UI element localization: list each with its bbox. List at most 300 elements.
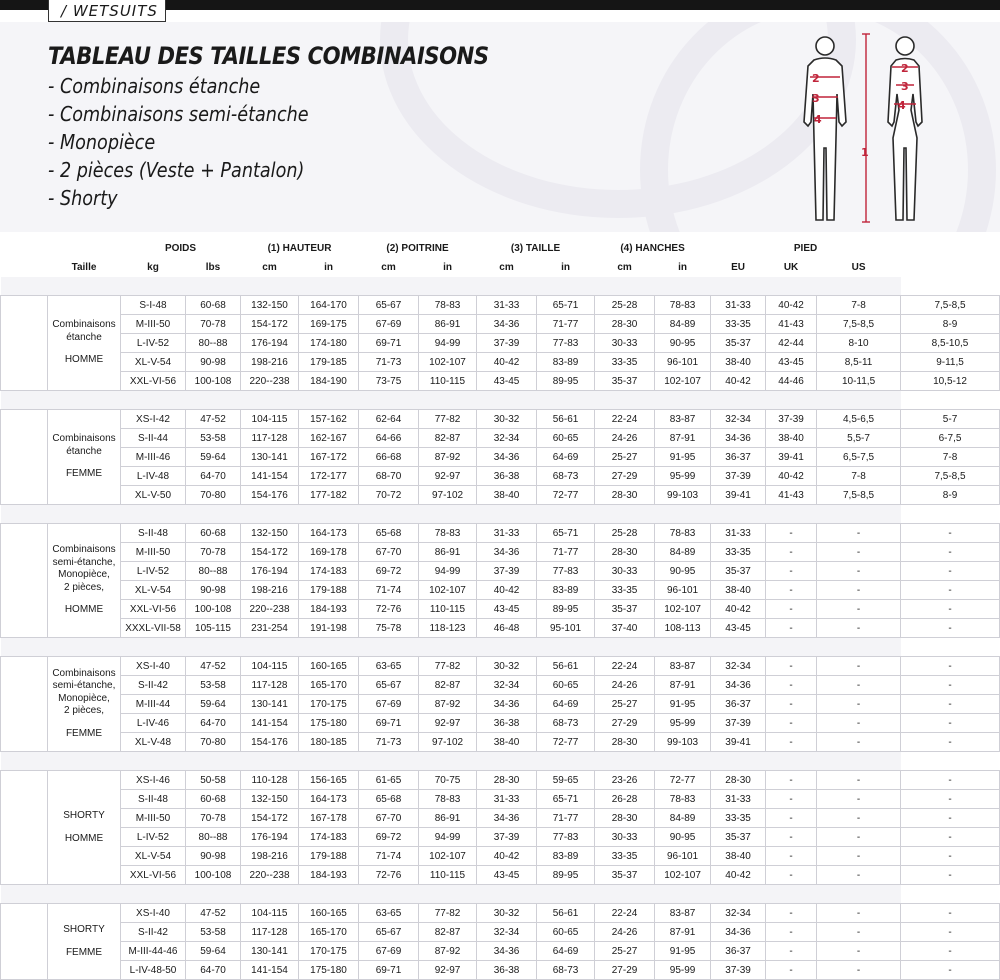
table-cell: - <box>901 771 1000 790</box>
table-cell: 56-61 <box>537 904 595 923</box>
table-cell: - <box>766 790 817 809</box>
table-cell: 34-36 <box>477 942 537 961</box>
size-code-cell: S-II-42 <box>121 676 186 695</box>
table-cell: 37-39 <box>766 410 817 429</box>
table-cell: 184-193 <box>299 866 359 885</box>
table-cell: - <box>901 904 1000 923</box>
table-row <box>1 619 1000 638</box>
table-cell: 110-128 <box>241 771 299 790</box>
table-cell: 97-102 <box>419 733 477 752</box>
table-cell: - <box>901 847 1000 866</box>
table-cell: - <box>766 657 817 676</box>
table-cell: 90-98 <box>186 353 241 372</box>
unit-header: lbs <box>205 262 221 273</box>
table-cell: 53-58 <box>186 429 241 448</box>
table-cell: - <box>817 619 901 638</box>
section-label-line <box>48 594 120 604</box>
table-cell: 78-83 <box>655 296 711 315</box>
table-row <box>1 296 1000 315</box>
row-spacer-cell <box>1 410 48 505</box>
figure-label: 2 <box>901 62 909 75</box>
table-cell: 31-33 <box>711 790 766 809</box>
table-cell: 34-36 <box>477 695 537 714</box>
table-cell: 71-77 <box>537 543 595 562</box>
table-cell: 46-48 <box>477 619 537 638</box>
table-cell: 69-71 <box>359 961 419 980</box>
table-cell: 110-115 <box>419 600 477 619</box>
table-cell: - <box>901 923 1000 942</box>
table-cell: 41-43 <box>766 486 817 505</box>
table-cell: 84-89 <box>655 315 711 334</box>
table-cell: 154-176 <box>241 733 299 752</box>
table-cell: 77-82 <box>419 657 477 676</box>
table-cell: 84-89 <box>655 809 711 828</box>
size-code-cell: XXL-VI-56 <box>121 866 186 885</box>
table-cell: 40-42 <box>477 847 537 866</box>
section-label-line: FEMME <box>65 946 103 958</box>
size-code-cell: L-IV-52 <box>121 828 186 847</box>
group-header-hauteur: (1) HAUTEUR <box>267 242 332 254</box>
table-cell: 7-8 <box>817 296 901 315</box>
table-cell: 70-75 <box>419 771 477 790</box>
table-cell: 71-74 <box>359 581 419 600</box>
table-cell: 80--88 <box>186 334 241 353</box>
unit-header: cm <box>617 262 632 273</box>
table-cell: 63-65 <box>359 904 419 923</box>
size-code-cell: XXXL-VII-58 <box>121 619 186 638</box>
table-row <box>1 353 1000 372</box>
table-cell: 60-68 <box>186 296 241 315</box>
table-cell: 8-10 <box>817 334 901 353</box>
table-cell: 160-165 <box>299 657 359 676</box>
table-row <box>1 847 1000 866</box>
table-row <box>1 657 1000 676</box>
table-cell: 30-33 <box>595 562 655 581</box>
table-cell: 78-83 <box>419 524 477 543</box>
group-header-poids: POIDS <box>164 242 197 254</box>
table-row <box>1 733 1000 752</box>
table-cell: 87-92 <box>419 448 477 467</box>
table-cell: 108-113 <box>655 619 711 638</box>
table-cell: 179-185 <box>299 353 359 372</box>
table-cell: 94-99 <box>419 562 477 581</box>
table-cell: - <box>901 657 1000 676</box>
table-cell: 220--238 <box>241 866 299 885</box>
table-cell: 164-170 <box>299 296 359 315</box>
table-cell: - <box>766 581 817 600</box>
table-cell: 60-65 <box>537 429 595 448</box>
table-cell: 4,5-6,5 <box>817 410 901 429</box>
table-cell: 164-173 <box>299 790 359 809</box>
unit-header: in <box>324 262 333 273</box>
table-cell: 86-91 <box>419 543 477 562</box>
table-cell: 35-37 <box>711 828 766 847</box>
table-cell: - <box>766 847 817 866</box>
table-cell: 92-97 <box>419 961 477 980</box>
breadcrumb[interactable]: / WETSUITS <box>48 0 166 22</box>
table-cell: 87-92 <box>419 695 477 714</box>
table-cell: 160-165 <box>299 904 359 923</box>
table-cell: 130-141 <box>241 695 299 714</box>
table-cell: 91-95 <box>655 942 711 961</box>
subtitle-line: - Combinaisons semi-étanche <box>48 102 309 126</box>
table-cell: 95-99 <box>655 714 711 733</box>
table-cell: 117-128 <box>241 923 299 942</box>
figure-label: 2 <box>812 72 820 85</box>
table-cell: 6,5-7,5 <box>817 448 901 467</box>
size-code-cell: M-III-44 <box>121 695 186 714</box>
section-label <box>48 296 121 391</box>
size-code-cell: S-I-48 <box>121 296 186 315</box>
table-cell: 104-115 <box>241 410 299 429</box>
table-cell: 26-28 <box>595 790 655 809</box>
table-cell: 35-37 <box>595 600 655 619</box>
table-cell: 34-36 <box>477 543 537 562</box>
table-cell: 71-73 <box>359 733 419 752</box>
unit-header: in <box>443 262 452 273</box>
table-cell: 94-99 <box>419 828 477 847</box>
table-cell: 34-36 <box>477 448 537 467</box>
table-cell: 70-78 <box>186 315 241 334</box>
table-cell: 43-45 <box>477 600 537 619</box>
size-code-cell: S-II-48 <box>121 790 186 809</box>
table-cell: 40-42 <box>711 372 766 391</box>
table-cell: - <box>901 866 1000 885</box>
table-cell: - <box>901 676 1000 695</box>
subtitle-line: - 2 pièces (Veste + Pantalon) <box>48 158 305 182</box>
table-cell: - <box>817 676 901 695</box>
table-cell: - <box>766 771 817 790</box>
table-cell: 90-98 <box>186 581 241 600</box>
table-cell: 70-78 <box>186 543 241 562</box>
size-code-cell: L-IV-48-50 <box>121 961 186 980</box>
table-cell: 60-65 <box>537 923 595 942</box>
table-cell: 8-9 <box>901 315 1000 334</box>
table-cell: 130-141 <box>241 942 299 961</box>
table-cell: 28-30 <box>711 771 766 790</box>
table-cell: 102-107 <box>419 581 477 600</box>
table-cell: 117-128 <box>241 429 299 448</box>
table-cell: - <box>817 657 901 676</box>
table-row <box>1 334 1000 353</box>
table-cell: - <box>766 961 817 980</box>
table-cell: 77-82 <box>419 904 477 923</box>
table-cell: 42-44 <box>766 334 817 353</box>
table-cell: 102-107 <box>655 372 711 391</box>
section-label-line: semi-étanche, <box>52 680 116 692</box>
table-cell: - <box>901 961 1000 980</box>
table-cell: 40-42 <box>766 296 817 315</box>
table-cell: 90-95 <box>655 828 711 847</box>
table-cell: 40-42 <box>766 467 817 486</box>
table-row <box>1 524 1000 543</box>
unit-header: in <box>561 262 570 273</box>
table-cell: 100-108 <box>186 600 241 619</box>
table-cell: 105-115 <box>186 619 241 638</box>
table-cell: - <box>766 733 817 752</box>
section-label <box>48 524 121 638</box>
table-cell: 38-40 <box>477 486 537 505</box>
table-cell: 10,5-12 <box>901 372 1000 391</box>
table-cell: 184-193 <box>299 600 359 619</box>
table-cell: 60-68 <box>186 790 241 809</box>
table-cell: 38-40 <box>711 353 766 372</box>
size-chart-body <box>1 277 1000 980</box>
section-label-line: Combinaisons <box>52 319 116 331</box>
size-code-cell: M-III-46 <box>121 448 186 467</box>
table-cell: 36-38 <box>477 467 537 486</box>
table-cell: 64-66 <box>359 429 419 448</box>
table-row <box>1 486 1000 505</box>
table-cell: 32-34 <box>711 904 766 923</box>
table-cell: 78-83 <box>655 790 711 809</box>
table-cell: 117-128 <box>241 676 299 695</box>
table-cell: 47-52 <box>186 657 241 676</box>
table-cell: 40-42 <box>711 866 766 885</box>
unit-header: Taille <box>71 262 97 273</box>
section-label-line: SHORTY <box>63 924 105 935</box>
table-cell: 96-101 <box>655 353 711 372</box>
group-header-hanches: (4) HANCHES <box>620 242 685 254</box>
table-row <box>1 790 1000 809</box>
table-cell: 33-35 <box>595 581 655 600</box>
table-cell: 59-64 <box>186 448 241 467</box>
unit-header: cm <box>262 262 277 273</box>
section-spacer <box>1 277 1000 296</box>
table-cell: 28-30 <box>595 543 655 562</box>
table-row <box>1 695 1000 714</box>
table-cell: - <box>766 714 817 733</box>
table-cell: 175-180 <box>299 714 359 733</box>
table-cell: 38-40 <box>477 733 537 752</box>
table-cell: 169-175 <box>299 315 359 334</box>
table-cell: 73-75 <box>359 372 419 391</box>
table-cell: 165-170 <box>299 676 359 695</box>
table-cell: 132-150 <box>241 296 299 315</box>
table-cell: 65-68 <box>359 524 419 543</box>
unit-header: EU <box>731 262 746 273</box>
section-label <box>48 410 121 505</box>
table-cell: 64-69 <box>537 695 595 714</box>
size-code-cell: M-III-50 <box>121 543 186 562</box>
size-code-cell: XXL-VI-56 <box>121 600 186 619</box>
table-cell: 31-33 <box>711 296 766 315</box>
table-cell: 34-36 <box>711 676 766 695</box>
table-cell: 102-107 <box>655 866 711 885</box>
section-label-line: HOMME <box>64 354 104 366</box>
table-cell: 34-36 <box>711 429 766 448</box>
table-row <box>1 562 1000 581</box>
table-cell: 36-37 <box>711 695 766 714</box>
table-cell: 118-123 <box>419 619 477 638</box>
table-cell: 68-70 <box>359 467 419 486</box>
table-cell: - <box>817 771 901 790</box>
table-cell: 67-69 <box>359 942 419 961</box>
table-cell: 53-58 <box>186 676 241 695</box>
table-cell: - <box>766 543 817 562</box>
table-cell: 162-167 <box>299 429 359 448</box>
table-cell: 72-77 <box>655 771 711 790</box>
table-cell: 30-32 <box>477 657 537 676</box>
table-cell: 67-69 <box>359 695 419 714</box>
table-cell: 174-183 <box>299 562 359 581</box>
measurement-group-header <box>1 238 1000 258</box>
table-cell: 64-70 <box>186 714 241 733</box>
table-cell: 37-39 <box>477 562 537 581</box>
table-cell: 99-103 <box>655 486 711 505</box>
table-cell: 67-70 <box>359 809 419 828</box>
table-cell: 36-37 <box>711 942 766 961</box>
table-cell: 91-95 <box>655 695 711 714</box>
table-cell: 59-64 <box>186 942 241 961</box>
size-code-cell: M-III-50 <box>121 809 186 828</box>
table-cell: 30-32 <box>477 904 537 923</box>
table-row <box>1 600 1000 619</box>
table-cell: 65-71 <box>537 524 595 543</box>
table-cell: 38-40 <box>766 429 817 448</box>
table-cell: 172-177 <box>299 467 359 486</box>
row-spacer-cell <box>1 771 48 885</box>
table-cell: - <box>817 809 901 828</box>
table-cell: 7-8 <box>817 467 901 486</box>
size-chart-table <box>0 238 1000 980</box>
table-cell: 68-73 <box>537 714 595 733</box>
figure-label: 4 <box>814 113 822 126</box>
table-cell: - <box>901 600 1000 619</box>
table-cell: 78-83 <box>419 296 477 315</box>
table-cell: 72-77 <box>537 733 595 752</box>
table-cell: 110-115 <box>419 866 477 885</box>
table-cell: 41-43 <box>766 315 817 334</box>
table-cell: - <box>817 847 901 866</box>
table-cell: - <box>901 581 1000 600</box>
row-spacer-cell <box>1 524 48 638</box>
table-row <box>1 809 1000 828</box>
size-code-cell: M-III-50 <box>121 315 186 334</box>
table-cell: 43-45 <box>766 353 817 372</box>
table-cell: 25-27 <box>595 695 655 714</box>
table-cell: 64-70 <box>186 961 241 980</box>
table-cell: 38-40 <box>711 847 766 866</box>
table-row <box>1 372 1000 391</box>
table-cell: - <box>901 714 1000 733</box>
table-cell: 31-33 <box>477 524 537 543</box>
section-label-line: 2 pièces, <box>63 705 105 717</box>
table-cell: 71-77 <box>537 809 595 828</box>
table-cell: 154-176 <box>241 486 299 505</box>
table-cell: 62-64 <box>359 410 419 429</box>
table-cell: 37-39 <box>711 467 766 486</box>
table-cell: - <box>766 676 817 695</box>
table-cell: 59-65 <box>537 771 595 790</box>
table-cell: 179-188 <box>299 847 359 866</box>
table-cell: 198-216 <box>241 847 299 866</box>
table-cell: 96-101 <box>655 847 711 866</box>
table-cell: 89-95 <box>537 866 595 885</box>
table-cell: 40-42 <box>711 600 766 619</box>
table-cell: 176-194 <box>241 828 299 847</box>
table-cell: - <box>901 790 1000 809</box>
table-cell: - <box>901 543 1000 562</box>
table-cell: 37-39 <box>477 828 537 847</box>
table-cell: 33-35 <box>595 847 655 866</box>
table-cell: - <box>901 695 1000 714</box>
table-cell: - <box>817 866 901 885</box>
table-cell: - <box>817 942 901 961</box>
table-cell: 167-172 <box>299 448 359 467</box>
table-cell: 78-83 <box>419 790 477 809</box>
table-cell: 34-36 <box>477 809 537 828</box>
table-cell: 220--238 <box>241 372 299 391</box>
table-cell: 35-37 <box>711 334 766 353</box>
section-label-line: HOMME <box>64 604 104 616</box>
unit-header-row <box>1 258 1000 277</box>
table-cell: 157-162 <box>299 410 359 429</box>
table-cell: 83-89 <box>537 581 595 600</box>
table-cell: 84-89 <box>655 543 711 562</box>
section-label-line <box>48 937 120 947</box>
table-cell: 170-175 <box>299 942 359 961</box>
table-cell: 24-26 <box>595 429 655 448</box>
table-cell: 22-24 <box>595 657 655 676</box>
section-label-line <box>48 458 120 468</box>
table-row <box>1 410 1000 429</box>
table-cell: 102-107 <box>419 353 477 372</box>
table-cell: 67-69 <box>359 315 419 334</box>
table-cell: 191-198 <box>299 619 359 638</box>
table-cell: 77-83 <box>537 334 595 353</box>
table-cell: 23-26 <box>595 771 655 790</box>
unit-header: UK <box>783 262 799 273</box>
subtitle-line: - Shorty <box>48 186 118 210</box>
table-cell: - <box>817 790 901 809</box>
table-cell: 31-33 <box>711 524 766 543</box>
table-cell: 87-91 <box>655 923 711 942</box>
table-cell: 91-95 <box>655 448 711 467</box>
table-row <box>1 904 1000 923</box>
table-cell: 177-182 <box>299 486 359 505</box>
table-cell: 69-72 <box>359 562 419 581</box>
table-cell: 43-45 <box>477 866 537 885</box>
table-cell: 33-35 <box>595 353 655 372</box>
table-cell: 164-173 <box>299 524 359 543</box>
table-cell: 25-27 <box>595 942 655 961</box>
unit-header: kg <box>147 262 159 273</box>
table-cell: 32-34 <box>711 657 766 676</box>
table-cell: 43-45 <box>477 372 537 391</box>
table-cell: 34-36 <box>711 923 766 942</box>
table-cell: 65-68 <box>359 790 419 809</box>
section-spacer <box>1 505 1000 524</box>
group-header-poitrine: (2) POITRINE <box>386 242 449 254</box>
table-cell: - <box>817 695 901 714</box>
table-cell: 100-108 <box>186 866 241 885</box>
table-row <box>1 676 1000 695</box>
table-cell: - <box>817 923 901 942</box>
table-cell: 39-41 <box>711 733 766 752</box>
table-cell: - <box>817 904 901 923</box>
table-cell: 90-95 <box>655 562 711 581</box>
table-cell: 9-11,5 <box>901 353 1000 372</box>
table-cell: 87-92 <box>419 942 477 961</box>
table-cell: 47-52 <box>186 410 241 429</box>
table-cell: 65-67 <box>359 923 419 942</box>
figure-label: 1 <box>861 146 869 159</box>
section-label-line: semi-étanche, <box>52 556 116 568</box>
section-label-line: 2 pièces, <box>63 581 105 593</box>
table-cell: 169-178 <box>299 543 359 562</box>
table-row <box>1 448 1000 467</box>
